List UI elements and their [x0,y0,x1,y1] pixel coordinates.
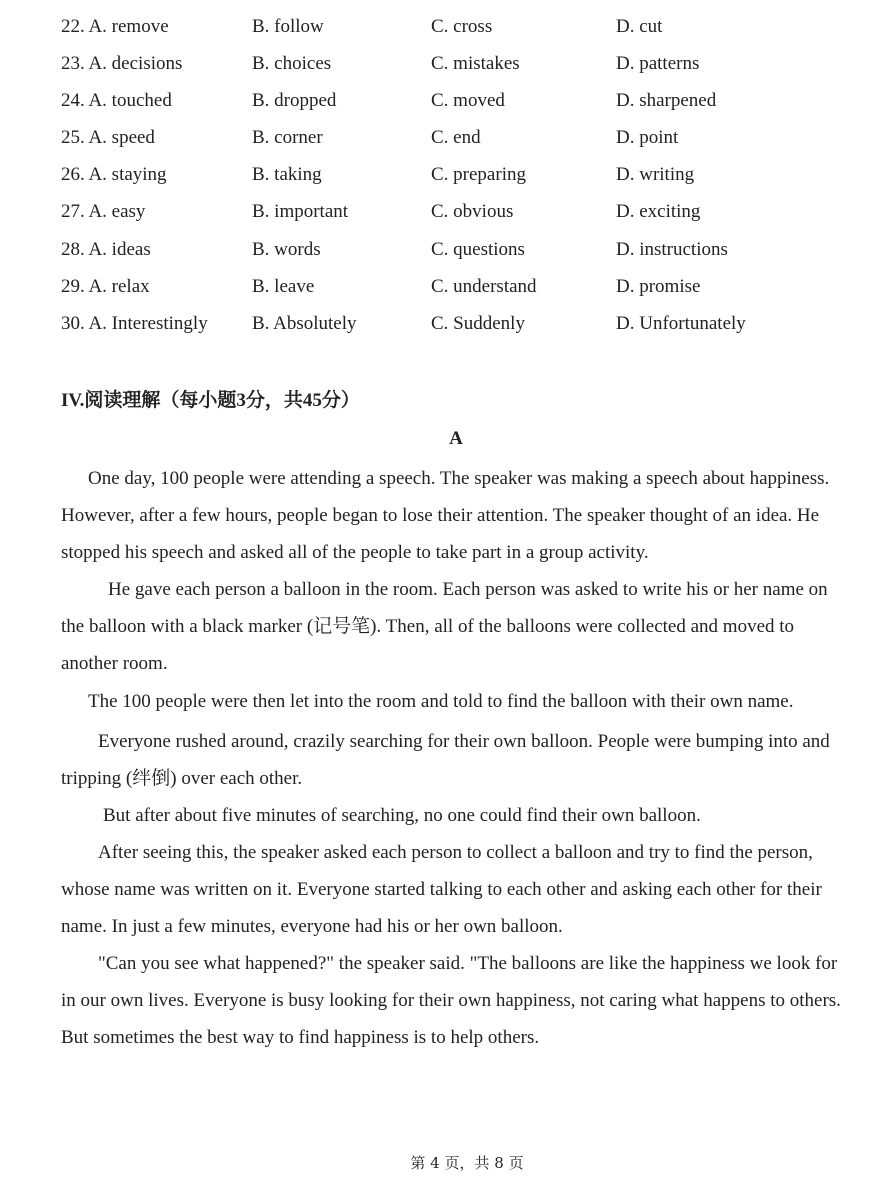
option-b: B. choices [252,53,332,75]
option-b: B. corner [252,127,323,149]
option-d: D. exciting [616,201,701,223]
paragraph: He gave each person a balloon in the room. Each person was asked to write his or her name on the balloon with a black marker (记号笔). Then, all of the balloons were collected and moved to another room. [61,579,828,675]
option-row-28 [61,235,861,272]
option-b: B. important [252,201,349,223]
paragraph: One day, 100 people were attending a speech. The speaker was making a speech about happiness. However, after a few hours, people began to lose their attention. The speaker thought of an idea. He stopped his speech and asked all of the people to take part in a group activity. [61,468,830,564]
option-row-25 [61,123,861,160]
reading-passage [61,460,846,1057]
option-c: C. understand [431,275,537,297]
option-d: D. instructions [616,238,728,260]
option-a: 30. A. Interestingly [61,312,208,334]
option-a: 24. A. touched [61,90,172,112]
paragraph: "Can you see what happened?" the speaker said. "The balloons are like the happiness we look for in our own lives. Everyone is busy looking for their own happiness, not caring what happens to others. But sometimes the best way to find happiness is to help others. [61,953,841,1049]
option-c: C. mistakes [431,53,520,75]
page-footer: 第 4 页，共 8 页 [410,1154,524,1172]
option-b: B. Absolutely [252,312,357,334]
section-heading: IV.阅读理解（每小题3分，共45分） [61,390,360,411]
option-row-30 [61,309,861,346]
option-row-29 [61,272,861,309]
option-c: C. end [431,127,481,149]
option-d: D. point [616,127,679,149]
passage-title: A [449,428,463,449]
option-b: B. words [252,238,321,260]
answer-options [61,12,861,346]
option-c: C. preparing [431,164,526,186]
paragraph: After seeing this, the speaker asked each person to collect a balloon and try to find the person, whose name was written on it. Everyone started talking to each other and asking each other for their name. In just a few minutes, everyone had his or her own balloon. [61,841,822,938]
option-d: D. writing [616,164,695,186]
option-b: B. leave [252,275,315,297]
option-c: C. Suddenly [431,312,525,334]
option-d: D. cut [616,16,663,37]
paragraph: But after about five minutes of searching, no one could find their own balloon. [103,804,701,826]
option-row-24 [61,86,861,123]
option-a: 29. A. relax [61,275,150,297]
option-d: D. promise [616,275,701,297]
paragraph: Everyone rushed around, crazily searching for their own balloon. People were bumping into and tripping (绊倒) over each other. [61,730,830,789]
option-c: C. moved [431,90,505,112]
option-a: 23. A. decisions [61,53,183,75]
option-c: C. questions [431,238,525,260]
option-a: 27. A. easy [61,201,146,223]
option-c: C. cross [431,16,493,37]
option-a: 26. A. staying [61,164,167,186]
option-b: B. follow [252,16,324,37]
option-b: B. taking [252,164,322,186]
option-a: 22. A. remove [61,16,169,37]
option-row-26 [61,160,861,197]
option-d: D. sharpened [616,90,717,112]
option-a: 28. A. ideas [61,238,151,260]
option-d: D. Unfortunately [616,312,746,334]
option-row-22 [61,12,861,49]
option-a: 25. A. speed [61,127,155,149]
option-row-27 [61,197,861,234]
option-b: B. dropped [252,90,337,112]
option-d: D. patterns [616,53,700,75]
option-row-23 [61,49,861,86]
paragraph: The 100 people were then let into the room and told to find the balloon with their own name. [88,690,794,712]
option-c: C. obvious [431,201,514,223]
